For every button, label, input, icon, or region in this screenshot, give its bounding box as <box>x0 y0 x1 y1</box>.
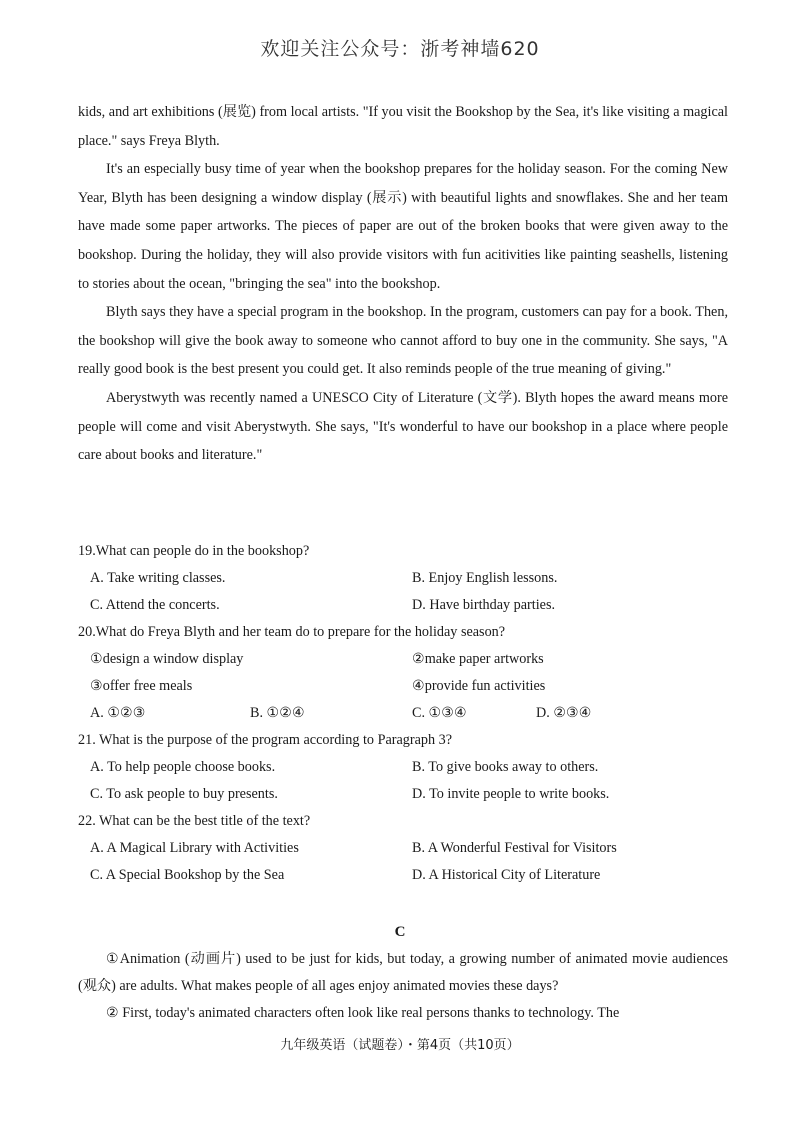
question-20 <box>78 619 728 727</box>
statement-item: ①design a window display <box>90 651 244 667</box>
option-a: A. Take writing classes. <box>90 570 226 586</box>
option-b: B. Enjoy English lessons. <box>412 570 558 586</box>
option-d: D. To invite people to write books. <box>412 786 610 802</box>
option-a: A. To help people choose books. <box>90 759 276 775</box>
statement-item: ④provide fun activities <box>412 678 546 694</box>
question-stem: 19.What can people do in the bookshop? <box>78 543 310 559</box>
reading-passage-b <box>78 98 728 470</box>
question-19 <box>78 538 728 619</box>
question-list <box>78 538 728 889</box>
passage-paragraph: ①Animation (动画片) used to be just for kids, but today, a growing number of animated movie audiences (观众) are adults. What makes people of all ages enjoy animated movies these days? <box>78 951 728 994</box>
option-c: C. To ask people to buy presents. <box>90 786 278 802</box>
section-heading: C <box>394 924 406 940</box>
passage-paragraph: ② First, today's animated characters often look like real persons thanks to technology. The <box>106 1005 620 1021</box>
option-a: A. ①②③ <box>90 705 146 721</box>
option-c: C. ①③④ <box>412 705 467 721</box>
page-footer: 九年级英语（试题卷）・第4页（共10页） <box>280 1038 520 1053</box>
option-d: D. A Historical City of Literature <box>412 867 601 883</box>
statement-item: ②make paper artworks <box>412 651 544 667</box>
page-header: 欢迎关注公众号：浙考神墙620 <box>260 38 540 60</box>
option-b: B. To give books away to others. <box>412 759 599 775</box>
reading-passage-c <box>78 946 728 1027</box>
question-21 <box>78 727 728 808</box>
passage-paragraph: kids, and art exhibitions (展览) from local artists. "If you visit the Bookshop by the Sea, it's like visiting a magical place." says Freya Blyth. <box>78 104 728 149</box>
option-d: D. Have birthday parties. <box>412 597 556 613</box>
question-stem: 21. What is the purpose of the program according to Paragraph 3? <box>78 732 453 748</box>
option-c: C. Attend the concerts. <box>90 597 220 613</box>
question-stem: 22. What can be the best title of the text? <box>78 813 311 829</box>
option-b: B. ①②④ <box>250 705 305 721</box>
passage-paragraph: It's an especially busy time of year when the bookshop prepares for the holiday season. For the coming New Year, Blyth has been designing a window display (展示) with beautiful lights and snowflakes. She and her team have made some paper artworks. The pieces of paper are out of the broken books that were given away to the bookshop. During the holiday, they will also provide visitors with fun acitivities like painting seashells, listening to stories about the ocean, "bringing the sea" into the bookshop. <box>78 161 728 292</box>
question-stem: 20.What do Freya Blyth and her team do to prepare for the holiday season? <box>78 624 506 640</box>
passage-paragraph: Blyth says they have a special program in the bookshop. In the program, customers can pay for a book. Then, the bookshop will give the book away to someone who cannot afford to buy one in the community. She says, "A really good book is the best present you could get. It also reminds people of the true meaning of giving." <box>78 304 728 378</box>
option-c: C. A Special Bookshop by the Sea <box>90 867 285 883</box>
option-a: A. A Magical Library with Activities <box>90 840 299 856</box>
passage-paragraph: Aberystwyth was recently named a UNESCO City of Literature (文学). Blyth hopes the award means more people will come and visit Aberystwyth. She says, "It's wonderful to have our bookshop in a place where people care about books and literature." <box>78 389 728 464</box>
question-22 <box>78 808 728 889</box>
option-d: D. ②③④ <box>536 705 592 721</box>
option-b: B. A Wonderful Festival for Visitors <box>412 840 617 856</box>
statement-item: ③offer free meals <box>90 678 193 694</box>
